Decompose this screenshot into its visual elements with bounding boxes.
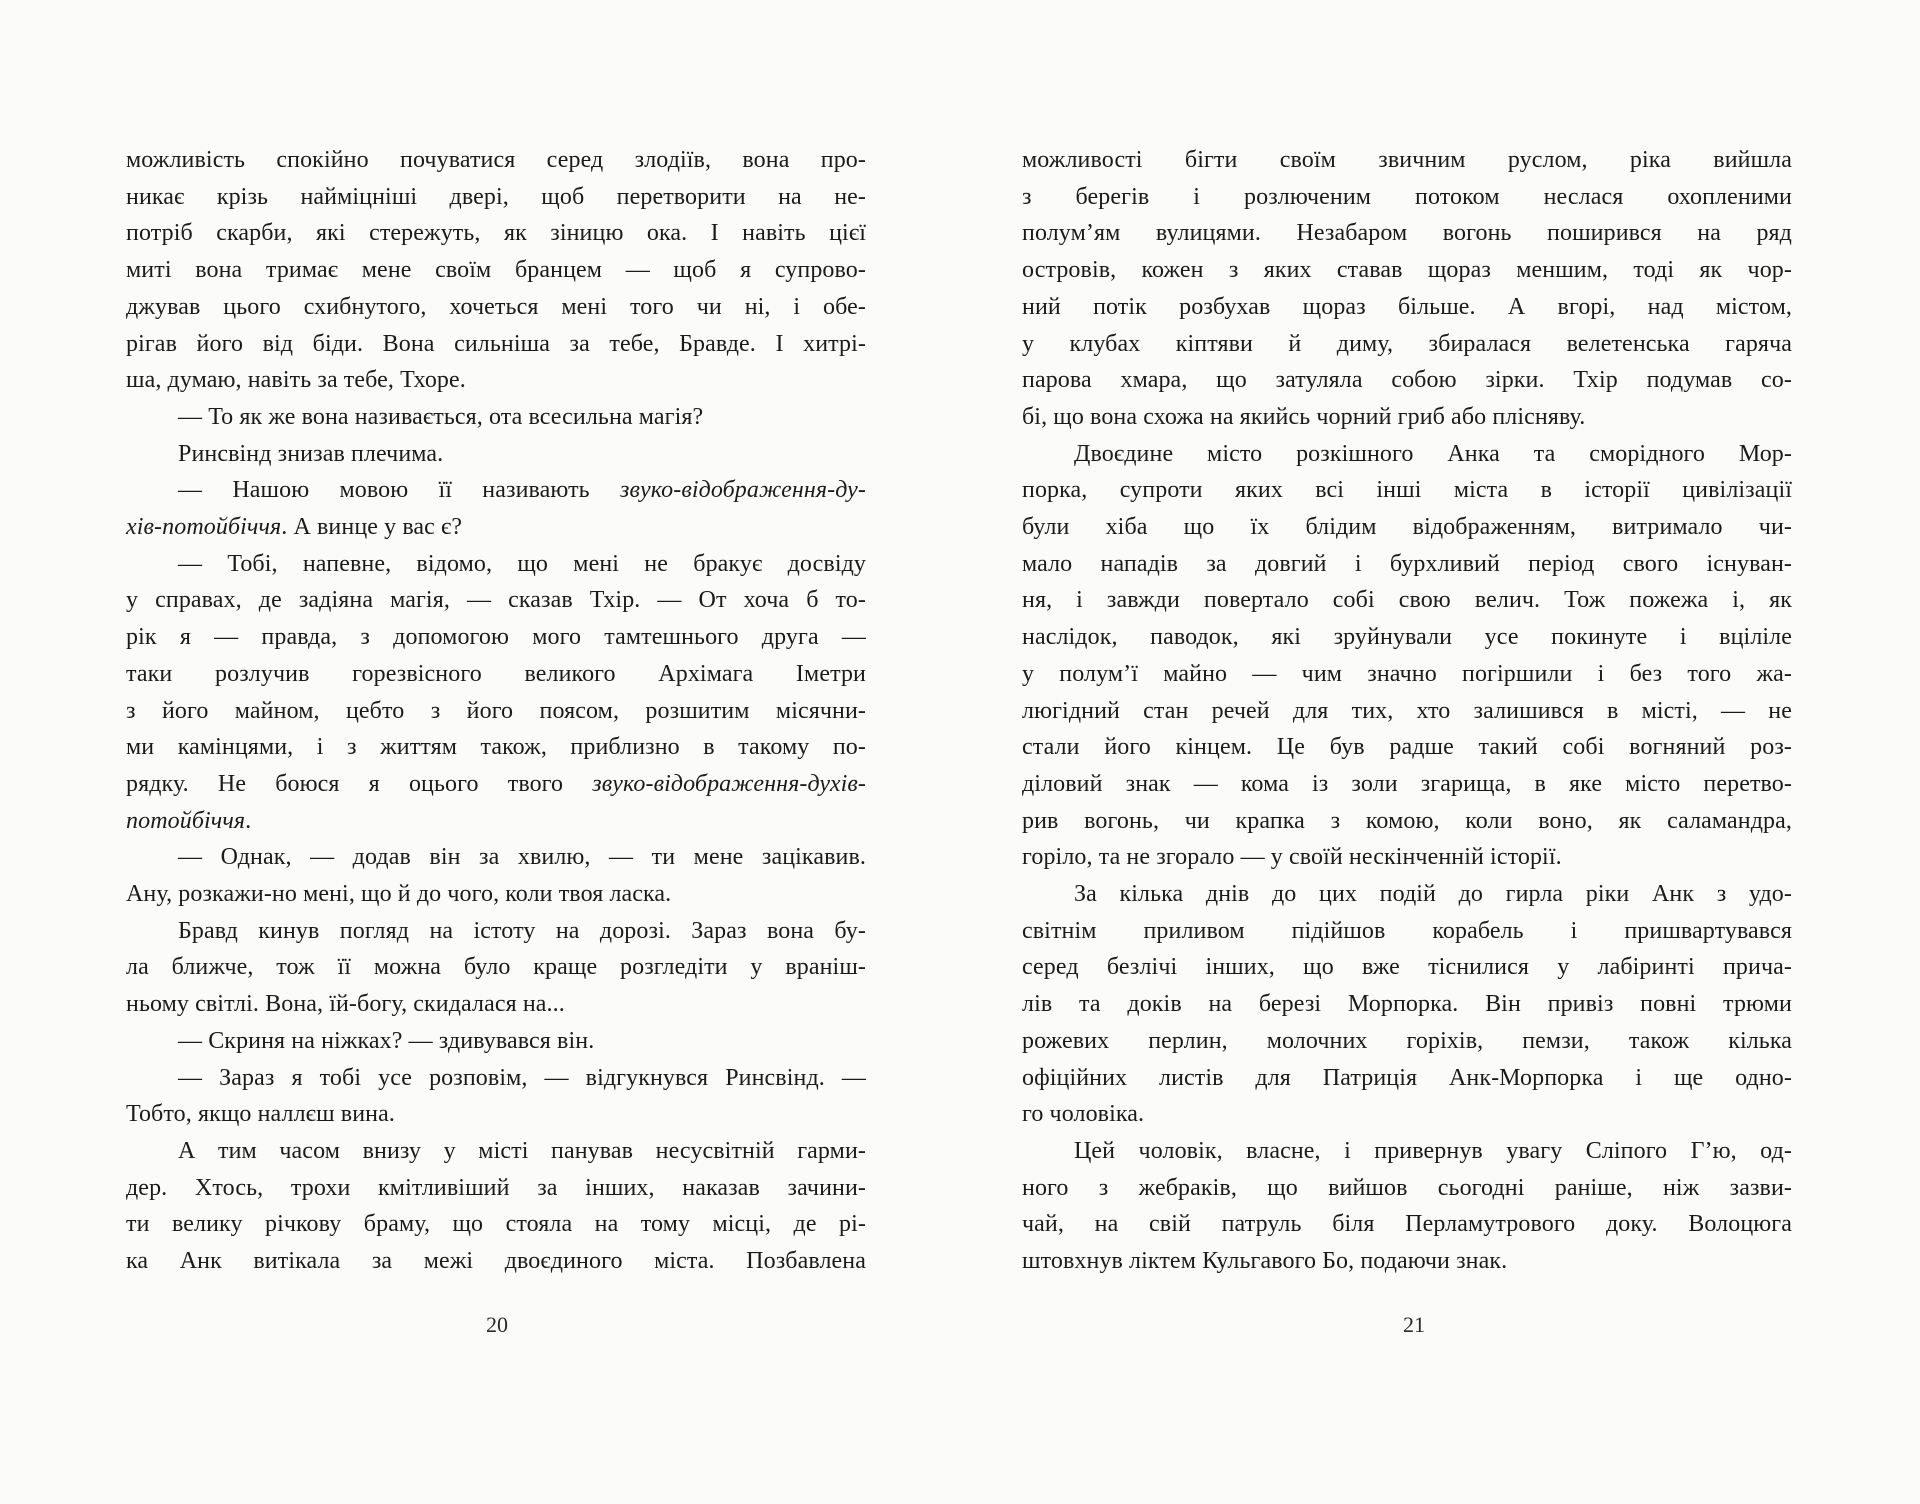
text-line	[1022, 362, 1792, 399]
text-line	[1022, 582, 1792, 619]
text-segment: офіційних листів для Патриція Анк-Морпорка і ще одно-	[1022, 1064, 1792, 1091]
text-segment: чай, на свій патруль біля Перламутрового доку. Волоцюга	[1022, 1211, 1792, 1238]
page-number-right: 21	[1403, 1312, 1425, 1337]
text-line	[126, 252, 866, 289]
text-line	[1022, 693, 1792, 730]
text-line	[126, 876, 866, 913]
text-line	[1022, 1206, 1792, 1243]
text-segment: парова хмара, що затуляла собою зірки. Тхір подумав со-	[1022, 367, 1792, 394]
text-line	[1022, 1170, 1792, 1207]
text-segment: рожевих перлин, молочних горіхів, пемзи, також кілька	[1022, 1027, 1792, 1054]
text-line	[1022, 803, 1792, 840]
text-line	[1022, 326, 1792, 363]
text-segment: ня, і завжди повертало собі свою велич. Тож пожежа і, як	[1022, 587, 1792, 614]
text-segment: Двоєдине місто розкішного Анка та сморідного Мор-	[1074, 440, 1792, 467]
text-segment: — Однак, — додав він за хвилю, — ти мене зацікавив.	[178, 844, 866, 871]
text-segment: никає крізь найміцніші двері, щоб перетворити на не-	[126, 183, 866, 210]
text-line	[126, 1206, 866, 1243]
text-line	[126, 142, 866, 179]
text-line	[1022, 876, 1792, 913]
text-segment: з його майном, цебто з його поясом, розшитим місячни-	[126, 697, 866, 724]
text-segment: — Тобі, напевне, відомо, що мені не бракує досвіду	[178, 550, 866, 577]
text-segment: порка, супроти яких всі інші міста в історії цивілізації	[1022, 477, 1792, 504]
text-line	[126, 949, 866, 986]
text-segment: серед безлічі інших, що вже тіснилися у лабіринті прича-	[1022, 954, 1792, 981]
text-line	[126, 1170, 866, 1207]
page-left	[0, 0, 908, 1504]
text-line	[1022, 142, 1792, 179]
text-line	[126, 399, 866, 436]
text-line	[126, 803, 866, 840]
text-line	[126, 619, 866, 656]
text-line	[126, 1243, 866, 1280]
text-line	[126, 362, 866, 399]
text-segment: полум’ям вулицями. Незабаром вогонь поширився на ряд	[1022, 220, 1792, 247]
text-segment: мало нападів за довгий і бурхливий період свого існуван-	[1022, 550, 1792, 577]
text-segment: у справах, де задіяна магія, — сказав Тхір. — От хоча б то-	[126, 587, 866, 614]
text-segment: рядку. Не боюся я оцього твого	[126, 770, 593, 797]
text-segment: світнім приливом підійшов корабель і пришвартувався	[1022, 917, 1792, 944]
text-segment: можливість спокійно почуватися серед злодіїв, вона про-	[126, 147, 866, 173]
text-segment: дер. Хтось, трохи кмітливіший за інших, наказав зачини-	[126, 1174, 866, 1201]
text-segment: горіло, та не згорало — у своїй нескінченній історії.	[1022, 844, 1562, 871]
text-segment: рігав його від біди. Вона сильніша за тебе, Бравде. І хитрі-	[126, 330, 866, 357]
text-segment: були хіба що їх блідим відображенням, витримало чи-	[1022, 514, 1792, 541]
text-line	[1022, 656, 1792, 693]
text-line	[1022, 215, 1792, 252]
text-line	[126, 509, 866, 546]
text-line	[1022, 729, 1792, 766]
text-segment: Ринсвінд знизав плечима.	[178, 440, 444, 467]
text-segment-italic: звуко-відображення-духів-	[592, 770, 866, 797]
text-line	[1022, 289, 1792, 326]
text-line	[1022, 436, 1792, 473]
text-line	[126, 1133, 866, 1170]
text-segment: потріб скарби, які стережуть, як зіницю ока. І навіть цієї	[126, 220, 866, 247]
text-line	[1022, 913, 1792, 950]
text-line	[1022, 509, 1792, 546]
text-segment: ка Анк витікала за межі двоєдиного міста. Позбавлена	[126, 1248, 866, 1275]
text-line	[1022, 839, 1792, 876]
text-segment: можливості бігти своїм звичним руслом, ріка вийшла	[1022, 147, 1792, 173]
text-line	[126, 472, 866, 509]
text-line	[126, 326, 866, 363]
text-segment: А тим часом внизу у місті панував несусвітній гарми-	[178, 1137, 866, 1164]
page-number-left: 20	[486, 1312, 508, 1337]
text-line	[1022, 949, 1792, 986]
text-segment: го чоловіка.	[1022, 1101, 1145, 1128]
text-line	[126, 1096, 866, 1133]
text-segment: — Нашою мовою її називають	[178, 477, 620, 504]
text-segment: діловий знак — кома із золи згарища, в яке місто перетво-	[1022, 770, 1792, 797]
text-segment: За кілька днів до цих подій до гирла ріки Анк з удо-	[1074, 881, 1792, 908]
text-line	[1022, 766, 1792, 803]
text-segment: у полум’ї майно — чим значно погіршили і без того жа-	[1022, 660, 1792, 687]
text-segment: ла ближче, тож її можна було краще розгледіти у враніш-	[126, 954, 866, 981]
text-segment: — Скриня на ніжках? — здивувався він.	[178, 1027, 595, 1054]
text-line	[126, 179, 866, 216]
text-line	[126, 1060, 866, 1097]
text-segment: бі, що вона схожа на якийсь чорний гриб або плісняву.	[1022, 403, 1586, 430]
text-line	[1022, 1096, 1792, 1133]
text-segment: миті вона тримає мене своїм бранцем — щоб я супрово-	[126, 257, 866, 284]
text-segment: ша, думаю, навіть за тебе, Тхоре.	[126, 367, 466, 394]
text-segment: ньому світлі. Вона, їй-богу, скидалася на...	[126, 991, 565, 1018]
text-segment: — Зараз я тобі усе розповім, — відгукнувся Ринсвінд. —	[178, 1064, 866, 1091]
text-segment: штовхнув ліктем Кульгавого Бо, подаючи знак.	[1022, 1248, 1508, 1275]
text-segment: Тобто, якщо наллєш вина.	[126, 1101, 395, 1128]
text-segment: люгідний стан речей для тих, хто залишився в місті, — не	[1022, 697, 1792, 724]
text-segment: лів та доків на березі Морпорка. Він привіз повні трюми	[1022, 991, 1792, 1018]
text-segment: .	[245, 807, 252, 834]
text-line	[126, 436, 866, 473]
text-line	[126, 289, 866, 326]
text-segment: рив вогонь, чи крапка з комою, коли воно, як саламандра,	[1022, 807, 1792, 834]
text-line	[126, 582, 866, 619]
text-segment-italic: звуко-відображення-ду-	[619, 477, 866, 504]
text-segment-italic: хів-потойбіччя	[126, 514, 282, 541]
text-segment: таки розлучив горезвісного великого Архімага Іметри	[126, 660, 866, 687]
text-segment: ти велику річкову браму, що стояла на тому місці, де рі-	[126, 1211, 866, 1238]
text-segment: Цей чоловік, власне, і привернув увагу Сліпого Г’ю, од-	[1074, 1137, 1792, 1164]
page-right-text	[1022, 142, 1792, 1280]
page-right	[908, 0, 1920, 1504]
text-line	[1022, 252, 1792, 289]
text-line	[1022, 179, 1792, 216]
text-segment-italic: потойбіччя	[126, 807, 246, 834]
text-line	[1022, 986, 1792, 1023]
text-line	[126, 913, 866, 950]
text-segment: ного з жебраків, що вийшов сьогодні раніше, ніж зазви-	[1022, 1174, 1792, 1201]
text-line	[1022, 1060, 1792, 1097]
text-segment: Ану, розкажи-но мені, що й до чого, коли твоя ласка.	[126, 881, 672, 908]
text-segment: наслідок, паводок, які зруйнували усе покинуте і вціліле	[1022, 624, 1792, 651]
text-segment: у клубах кіптяви й диму, збиралася велетенська гаряча	[1022, 330, 1792, 357]
text-line	[126, 546, 866, 583]
text-line	[126, 986, 866, 1023]
text-segment: островів, кожен з яких ставав щораз меншим, тоді як чор-	[1022, 257, 1792, 284]
text-segment: з берегів і розлюченим потоком неслася охопленими	[1022, 183, 1792, 210]
text-segment: рік я — правда, з допомогою мого тамтешнього друга —	[126, 624, 866, 651]
text-line	[126, 839, 866, 876]
text-line	[126, 1023, 866, 1060]
text-line	[1022, 546, 1792, 583]
text-line	[126, 693, 866, 730]
text-segment: — То як же вона називається, ота всесильна магія?	[178, 403, 704, 430]
text-line	[1022, 1023, 1792, 1060]
text-segment: Бравд кинув погляд на істоту на дорозі. Зараз вона бу-	[178, 917, 866, 944]
text-segment: ний потік розбухав щораз більше. А вгорі, над містом,	[1022, 293, 1792, 320]
text-line	[126, 766, 866, 803]
text-line	[1022, 1243, 1792, 1280]
text-line	[126, 215, 866, 252]
page-left-text	[126, 142, 866, 1280]
text-line	[1022, 472, 1792, 509]
text-line	[1022, 1133, 1792, 1170]
text-line	[1022, 619, 1792, 656]
text-segment: . А винце у вас є?	[281, 514, 463, 541]
text-line	[126, 729, 866, 766]
text-line	[126, 656, 866, 693]
text-line	[1022, 399, 1792, 436]
text-segment: ми камінцями, і з життям також, приблизно в такому по-	[126, 734, 866, 761]
text-segment: джував цього схибнутого, хочеться мені того чи ні, і обе-	[126, 293, 866, 320]
text-segment: стали його кінцем. Це був радше такий собі вогняний роз-	[1022, 734, 1792, 761]
